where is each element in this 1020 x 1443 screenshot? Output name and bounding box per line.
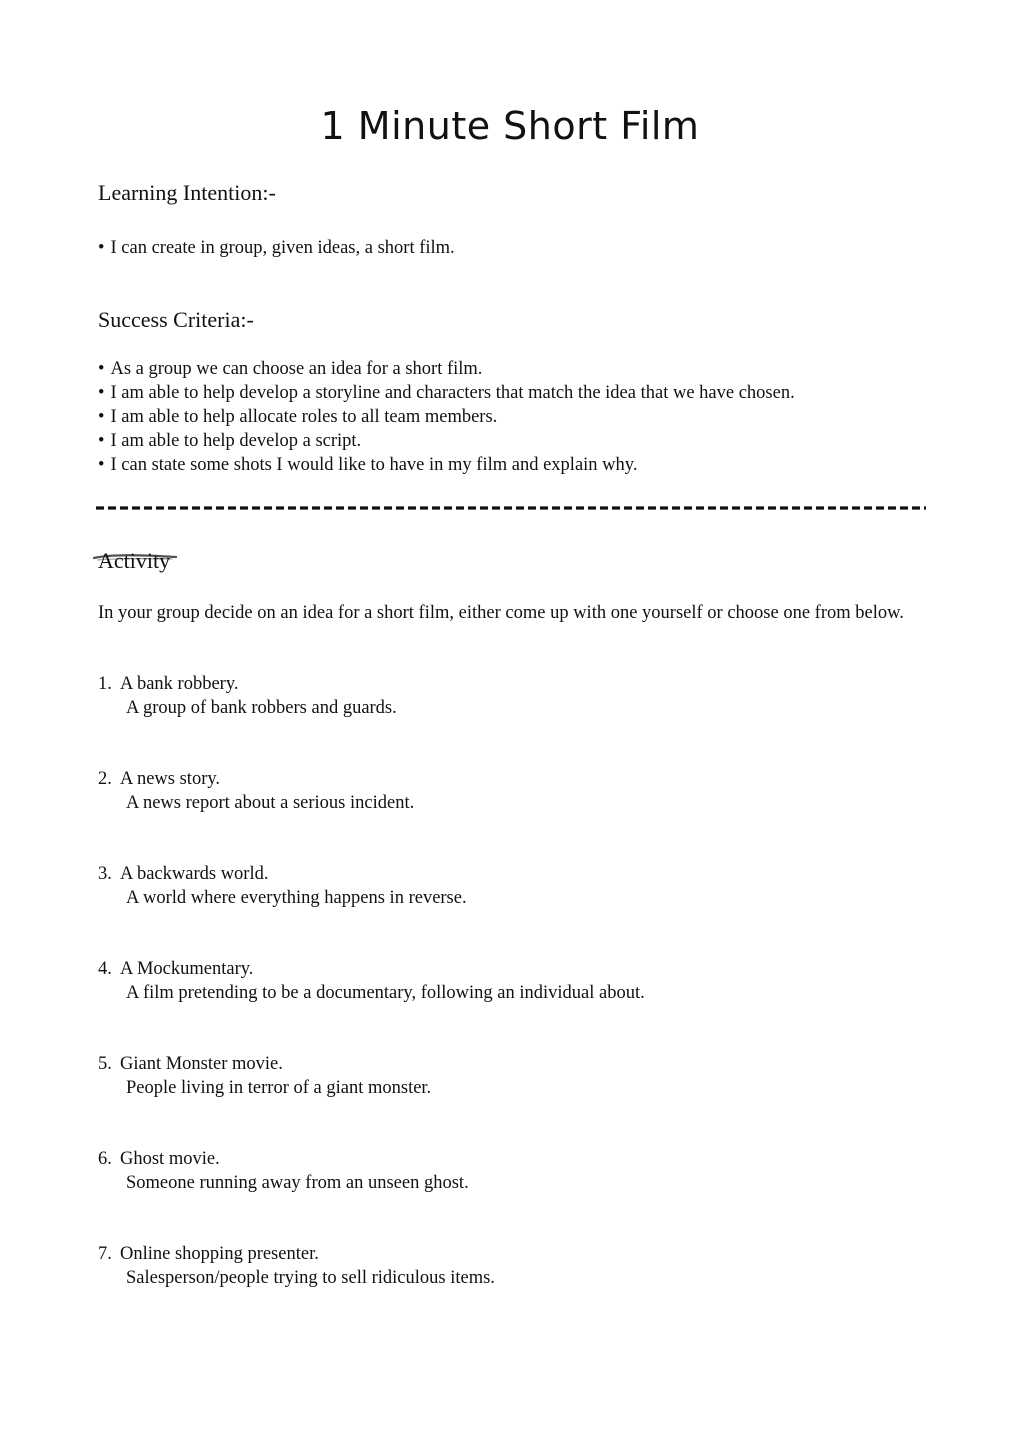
idea-title: Ghost movie. (120, 1149, 220, 1169)
idea-title: Online shopping presenter. (120, 1244, 319, 1264)
idea-description: A news report about a serious incident. (126, 793, 415, 813)
film-idea-item (98, 1242, 645, 1337)
idea-number: 5. (98, 1054, 112, 1074)
learning-intention-heading: Learning Intention:- (98, 180, 276, 205)
dashed-divider (94, 498, 928, 518)
success-criteria-item: • I am able to help develop a script. (98, 429, 795, 453)
learning-intention-list (98, 236, 455, 260)
idea-description: A group of bank robbers and guards. (126, 698, 397, 718)
film-idea-item (98, 862, 645, 957)
idea-number: 1. (98, 674, 112, 694)
success-criteria-item: • As a group we can choose an idea for a short film. (98, 357, 795, 381)
film-idea-item (98, 767, 645, 862)
success-criteria-item: • I am able to help develop a storyline and characters that match the idea that we have chosen. (98, 381, 795, 405)
learning-intention-item: • I can create in group, given ideas, a short film. (98, 236, 455, 260)
activity-heading: Activity (98, 548, 171, 573)
idea-number: 7. (98, 1244, 112, 1264)
idea-description: Someone running away from an unseen ghost. (126, 1173, 469, 1193)
idea-title: Giant Monster movie. (120, 1054, 283, 1074)
success-criteria-heading: Success Criteria:- (98, 307, 254, 332)
idea-number: 4. (98, 959, 112, 979)
idea-description: A film pretending to be a documentary, following an individual about. (126, 983, 645, 1003)
idea-number: 2. (98, 769, 112, 789)
success-criteria-list (98, 357, 795, 477)
film-idea-item (98, 957, 645, 1052)
activity-intro: In your group decide on an idea for a short film, either come up with one yourself or choose one from below. (98, 603, 904, 623)
film-idea-item (98, 672, 645, 767)
film-idea-item (98, 1052, 645, 1147)
page-title: 1 Minute Short Film (320, 104, 700, 148)
idea-description: People living in terror of a giant monster. (126, 1078, 432, 1098)
activity-heading-wrap (92, 548, 171, 574)
idea-description: A world where everything happens in reverse. (126, 888, 467, 908)
idea-number: 6. (98, 1149, 112, 1169)
film-ideas-list (98, 672, 645, 1337)
idea-title: A backwards world. (120, 864, 269, 884)
success-criteria-item: • I am able to help allocate roles to all team members. (98, 405, 795, 429)
idea-title: A news story. (120, 769, 221, 789)
idea-description: Salesperson/people trying to sell ridiculous items. (126, 1268, 495, 1288)
idea-title: A Mockumentary. (120, 959, 254, 979)
film-idea-item (98, 1147, 645, 1242)
success-criteria-item: • I can state some shots I would like to have in my film and explain why. (98, 453, 795, 477)
idea-title: A bank robbery. (120, 674, 239, 694)
idea-number: 3. (98, 864, 112, 884)
